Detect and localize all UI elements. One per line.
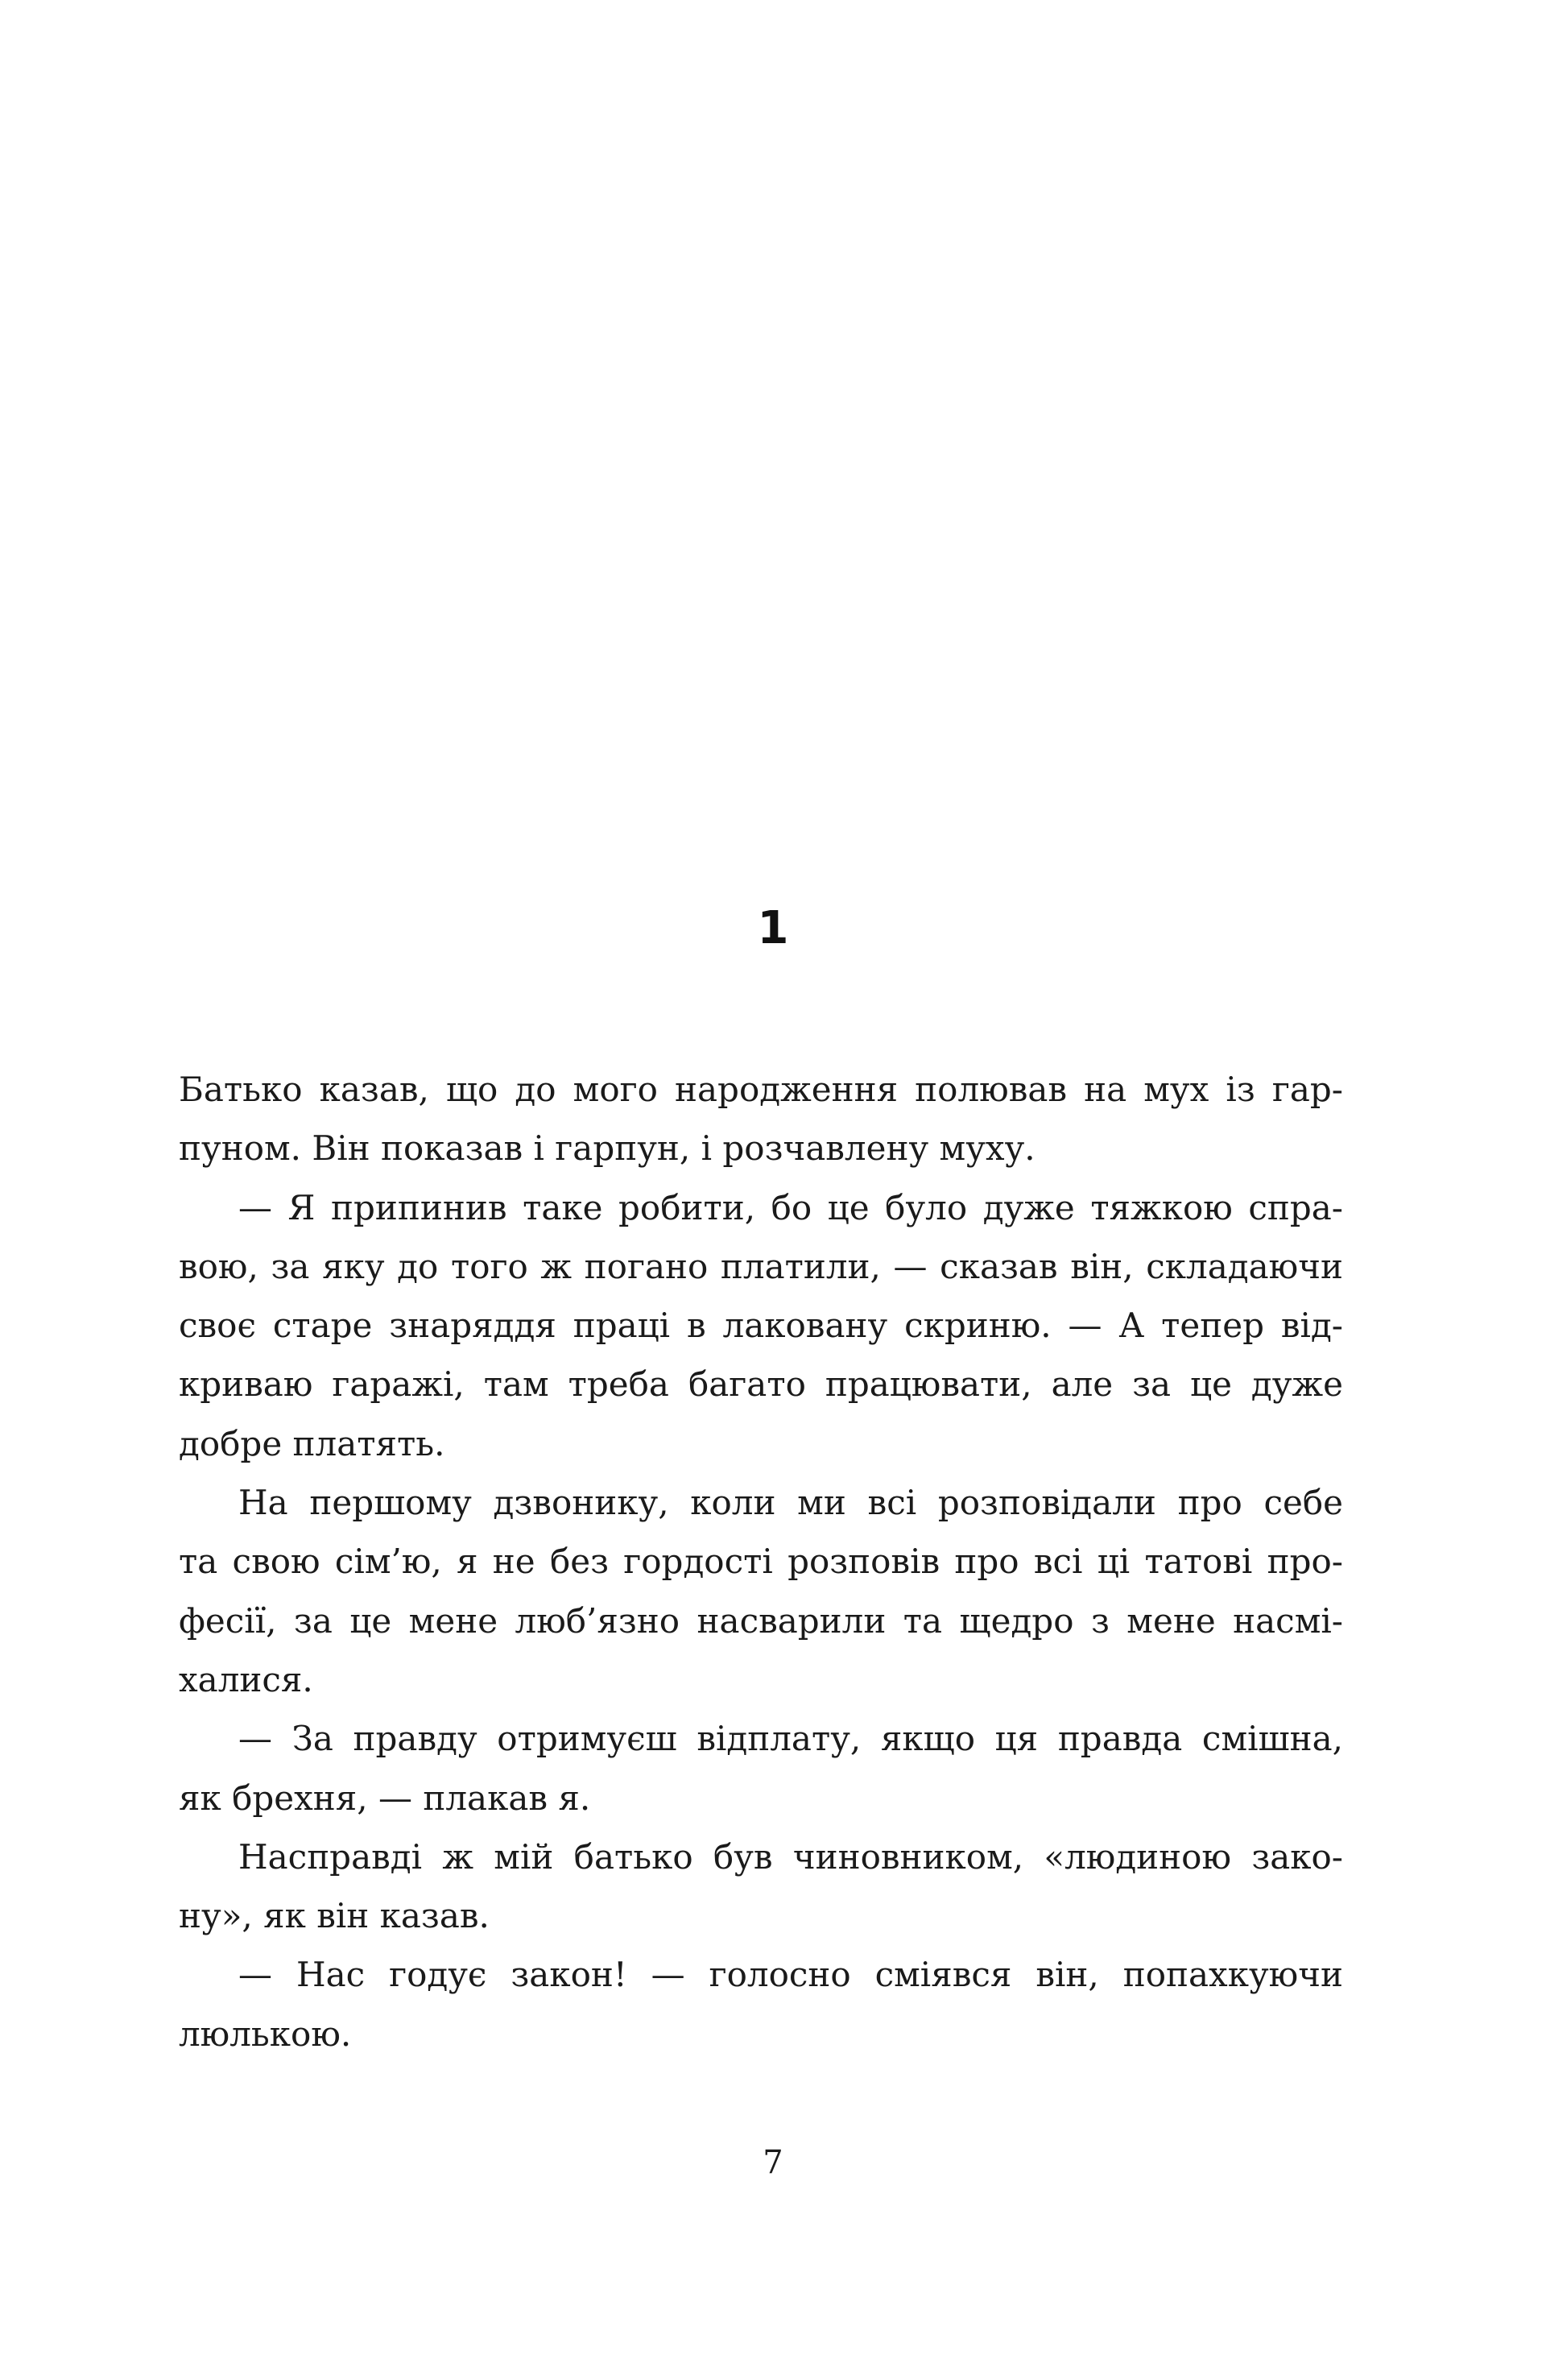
text-line: — Нас годує закон! — голосно сміявся він, попахкуючи xyxy=(238,1955,1343,1995)
text-line: вою, за яку до того ж погано платили, — сказав він, складаючи xyxy=(179,1246,1343,1286)
text-line: На першому дзвонику, коли ми всі розповідали про себе xyxy=(238,1483,1343,1523)
text-line: як брехня, — плакав я. xyxy=(179,1778,591,1818)
paragraph xyxy=(179,1060,1343,1178)
text-line: люлькою. xyxy=(179,2014,352,2054)
chapter-number: 1 xyxy=(757,902,789,954)
paragraph xyxy=(179,1178,1343,1473)
page-number: 7 xyxy=(763,2144,783,2181)
paragraph xyxy=(179,1945,1343,2063)
paragraph xyxy=(179,1827,1343,1946)
text-line: — Я припинив таке робити, бо це було дуже тяжкою спра- xyxy=(238,1187,1343,1227)
text-line: Батько казав, що до мого народження полював на мух із гар- xyxy=(179,1070,1343,1109)
text-line: пуном. Він показав і гарпун, і розчавлену муху. xyxy=(179,1128,1035,1169)
text-line: криваю гаражі, там треба багато працювати, але за це дуже xyxy=(179,1364,1343,1405)
text-line: халися. xyxy=(179,1659,313,1699)
paragraph xyxy=(179,1709,1343,1827)
paragraph xyxy=(179,1473,1343,1709)
chapter-body xyxy=(179,1060,1343,2063)
text-line: своє старе знаряддя праці в лаковану скриню. — А тепер від- xyxy=(179,1306,1343,1346)
text-line: Насправді ж мій батько був чиновником, «людиною зако- xyxy=(238,1836,1343,1877)
text-line: фесії, за це мене люб’язно насварили та щедро з мене насмі- xyxy=(179,1600,1343,1641)
text-line: — За правду отримуєш відплату, якщо ця правда смішна, xyxy=(238,1719,1343,1759)
text-line: та свою сім’ю, я не без гордості розповів про всі ці татові про- xyxy=(179,1542,1343,1582)
text-line: добре платять. xyxy=(179,1423,445,1463)
text-line: ну», як він казав. xyxy=(179,1896,490,1936)
